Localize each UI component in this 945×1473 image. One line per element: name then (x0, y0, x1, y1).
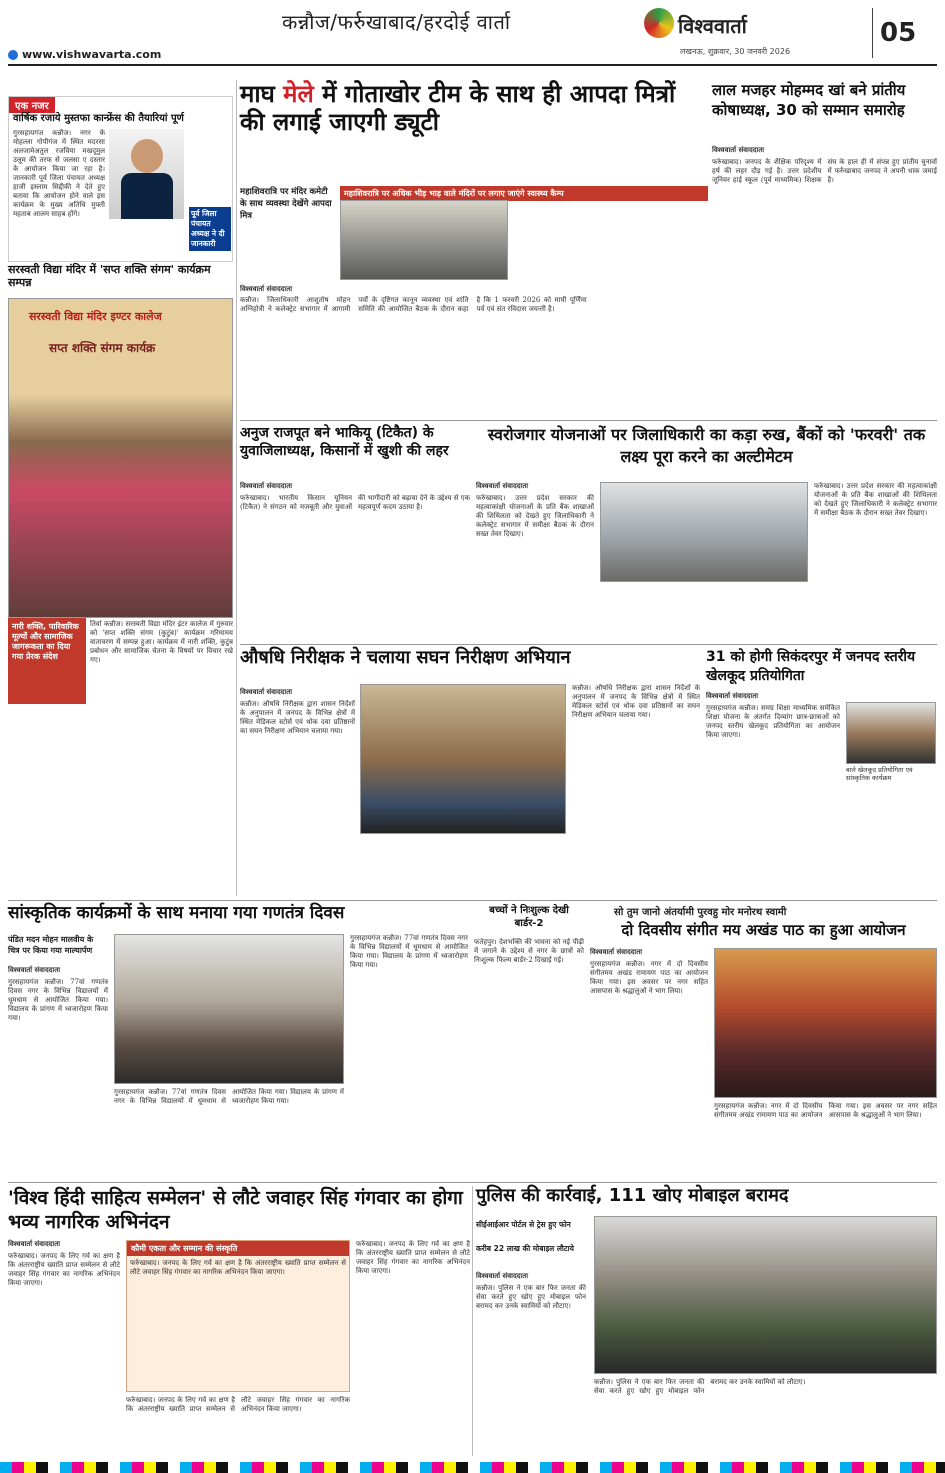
police-section (476, 1186, 937, 1456)
brand-logo (644, 8, 674, 38)
magh-body: कन्नौज। जिलाधिकारी आशुतोष मोहन अग्निहोत्री ने कलेक्ट्रेट सभागार में आगामी पर्वों के दृष्टिगत कानून व्यवस्था एवं शांति समिति की आयोजित बैठक के दौरान कहा है कि 1 फरवरी 2026 को माघी पूर्णिमा पर्व एवं संत रविदास जयन्ती है। (240, 296, 587, 313)
lal-mazhar-byline: विश्ववार्ता संवाददाता (712, 146, 765, 154)
police-byline: विश्ववार्ता संवाददाता (476, 1272, 529, 1280)
ek-nazar-section (8, 96, 233, 262)
banner-text: सरस्वती विद्या मंदिर इण्टर कालेज (29, 310, 162, 323)
box-title: कौमी एकता और सम्मान की संस्कृति (127, 1241, 349, 1256)
ek-nazar-label: एक नजर (9, 97, 55, 113)
aushadhi-byline: विश्ववार्ता संवाददाता (240, 688, 293, 696)
gantantra-body: गुरसहायगंज कन्नौज। 77वां गणतंत्र दिवस नगर के विभिन्न विद्यालयों में धूमधाम से आयोजित किया गया। विद्यालय के प्रांगण में ध्वजारोहण किया गया। (8, 978, 108, 1022)
sapt-shakti-caption: नारी शक्ति, पारिवारिक मूल्यों और सामाजिक जागरूकता का दिया गया प्रेरक संदेश (8, 618, 86, 704)
vishwa-hindi-byline: विश्ववार्ता संवाददाता (8, 1240, 61, 1248)
magh-mela-section (240, 80, 708, 420)
vishwa-hindi-body-2: फर्रुखाबाद। जनपद के लिए गर्व का क्षण है कि अंतरराष्ट्रीय ख्याति प्राप्त सम्मेलन से लौटे जवाहर सिंह गंगवार का नागरिक अभिनंदन किया जाएगा। (126, 1396, 350, 1413)
sangeet-body: गुरसहायगंज कन्नौज। नगर में दो दिवसीय संगीतमय अखंड रामायण पाठ का आयोजन किया गया। इस अवसर पर नगर सहित आसपास के श्रद्धालुओं ने भाग लिया। (590, 960, 708, 995)
sapt-shakti-photo (8, 298, 233, 618)
swarojgar-body-2: फर्रुखाबाद। उत्तर प्रदेश सरकार की महत्वाकांक्षी योजनाओं के प्रति बैंक शाखाओं की शिथिलता को देखते हुए जिलाधिकारी ने कलेक्ट्रेट सभागार में समीक्षा बैठक के दौरान सख्त तेवर दिखाए। (814, 482, 937, 517)
gantantra-byline: विश्ववार्ता संवाददाता (8, 966, 61, 974)
bachon-section (474, 904, 584, 1180)
lal-mazhar-headline: लाल मजहर मोहम्मद खां बने प्रांतीय कोषाध्यक्ष, 30 को सम्मान समारोह (712, 81, 906, 119)
khelkud-headline: 31 को होगी सिकंदरपुर में जनपद स्तरीय खेलकूद प्रतियोगिता (706, 649, 916, 684)
sapt-shakti-body: तिर्वा कन्नौज। सरस्वती विद्या मंदिर इंटर कालेज में गुरुवार को 'सप्त शक्ति संगम (कुटुंब)' कार्यक्रम गरिमामय वातावरण में सम्पन्न हुआ। कार्यक्रम में नारी शक्ति, कुटुंब प्रबोधन और सामाजिक चेतना के विषयों पर विचार रखे गए। (90, 620, 233, 664)
gantantra-photo (114, 934, 344, 1084)
swarojgar-body: फर्रुखाबाद। उत्तर प्रदेश सरकार की महत्वाकांक्षी योजनाओं के प्रति बैंक शाखाओं की शिथिलता को देखते हुए जिलाधिकारी ने कलेक्ट्रेट सभागार में समीक्षा बैठक के दौरान सख्त तेवर दिखाए। (476, 494, 594, 538)
section-title: कन्नौज/फर्रुखाबाद/हरदोई वार्ता (282, 10, 511, 34)
police-headline: पुलिस की कार्रवाई, 111 खोए मोबाइल बरामद (476, 1185, 789, 1206)
sangeet-kicker: सो तुम जानो अंतर्यामी पुरवहु मोर मनोरथ स्वामी (614, 907, 787, 918)
masthead (0, 0, 945, 66)
aushadhi-headline: औषधि निरीक्षक ने चलाया सघन निरीक्षण अभियान (240, 647, 571, 668)
magh-headline-red: मेले (283, 80, 314, 108)
ek-nazar-headline: वार्षिक रजाये मुस्तफा कान्फ्रेंस की तैयारियां पूर्ण (13, 113, 184, 124)
police-photo (594, 1216, 937, 1374)
police-body: कन्नौज। पुलिस ने एक बार फिर जनता की सेवा करते हुए खोए हुए मोबाइल फोन बरामद कर उनके स्वामियों को लौटाए। (476, 1284, 586, 1310)
anuj-byline: विश्ववार्ता संवाददाता (240, 482, 293, 490)
khelkud-byline: विश्ववार्ता संवाददाता (706, 692, 759, 700)
box-body: फर्रुखाबाद। जनपद के लिए गर्व का क्षण है कि अंतरराष्ट्रीय ख्याति प्राप्त सम्मेलन से लौटे जवाहर सिंह गंगवार का नागरिक अभिनंदन किया जाएगा। (130, 1259, 346, 1276)
ek-nazar-caption: पूर्व जिला पंचायत अध्यक्ष ने दी जानकारी (189, 207, 231, 251)
dateline: लखनऊ, शुक्रवार, 30 जनवरी 2026 (680, 47, 791, 56)
anuj-headline: अनुज राजपूत बने भाकियू (टिकैत) के युवाजिलाध्यक्ष, किसानों में खुशी की लहर (240, 425, 449, 459)
sangeet-body-2: गुरसहायगंज कन्नौज। नगर में दो दिवसीय संगीतमय अखंड रामायण पाठ का आयोजन किया गया। इस अवसर पर नगर सहित आसपास के श्रद्धालुओं ने भाग लिया। (714, 1102, 937, 1119)
gantantra-headline: सांस्कृतिक कार्यक्रमों के साथ मनाया गया गणतंत्र दिवस (8, 903, 345, 923)
vishwa-hindi-body-3: फर्रुखाबाद। जनपद के लिए गर्व का क्षण है कि अंतरराष्ट्रीय ख्याति प्राप्त सम्मेलन से लौटे जवाहर सिंह गंगवार का नागरिक अभिनंदन किया जाएगा। (356, 1240, 470, 1275)
magh-byline: विश्ववार्ता संवाददाता (240, 285, 293, 293)
sapt-shakti-headline: सरस्वती विद्या मंदिर में 'सप्त शक्ति संगम' कार्यक्रम सम्पन्न (8, 263, 211, 289)
sangeet-section (590, 904, 937, 1180)
sangeet-headline: दो दिवसीय संगीत मय अखंड पाठ का हुआ आयोजन (621, 921, 906, 939)
police-point-1: सीईआईआर पोर्टल से ट्रेस हुए फोन (476, 1220, 571, 1229)
lal-mazhar-body: फर्रुखाबाद। जनपद के शैक्षिक परिदृश्य में हर्ष की लहर दौड़ गई है। उत्तर प्रदेशीय जूनियर हाई स्कूल (पूर्व माध्यमिक) शिक्षक संघ के हाल ही में संपन्न हुए प्रांतीय चुनावों में फर्रुखाबाद जनपद ने अपनी धाक जमाई है। (712, 158, 937, 184)
vishwa-hindi-section (8, 1186, 470, 1456)
swarojgar-headline: स्वरोजगार योजनाओं पर जिलाधिकारी का कड़ा रुख, बैंकों को 'फरवरी' तक लक्ष्य पूरा करने का अल्टीमेटम (487, 425, 926, 466)
sangeet-photo (714, 948, 937, 1098)
police-body-2: कन्नौज। पुलिस ने एक बार फिर जनता की सेवा करते हुए खोए हुए मोबाइल फोन बरामद कर उनके स्वामियों को लौटाए। (594, 1378, 806, 1395)
vishwa-hindi-box (126, 1240, 350, 1392)
ek-nazar-body: गुरसहायगंज कन्नौज। नगर के मोहल्ला गोपीगंज में स्थित मदरसा अलजामेअतुल रजविया मखदूमुल उलूम की तरफ से जलसा ए दस्तार के आयोजन किया जा रहा है। जानकारी पूर्व जिला पंचायत अध्यक्ष हाजी इस्लाम सिद्दीकी ने देते हुए बताया कि आयोजन होने वाले इस कार्यक्रम के मुख्य अतिथि मुफ्ती महताब आलम साहब होंगे। (13, 129, 105, 218)
vishwa-hindi-headline: 'विश्व हिंदी साहित्य सम्मेलन' से लौटे जवाहर सिंह गंगवार का होगा भव्य नागरिक अभिनंदन (8, 1187, 463, 1233)
gantantra-body-2: गुरसहायगंज कन्नौज। 77वां गणतंत्र दिवस नगर के विभिन्न विद्यालयों में धूमधाम से आयोजित किया गया। विद्यालय के प्रांगण में ध्वजारोहण किया गया। (114, 1088, 344, 1105)
swarojgar-photo (600, 482, 808, 582)
website-url[interactable]: www.vishwavarta.com (22, 48, 162, 61)
khelkud-body: गुरसहायगंज कन्नौज। समग्र शिक्षा माध्यमिक समेकित शिक्षा योजना के अंतर्गत दिव्यांग छात्र-छात्राओं को जनपद स्तरीय खेलकूद प्रतियोगिता का आयोजन किया जाएगा। (706, 704, 840, 739)
police-point-2: करीब 22 लाख की मोबाइल लौटाये (476, 1244, 574, 1253)
aushadhi-body-2: कन्नौज। औषधि निरीक्षक द्वारा शासन निर्देशों के अनुपालन में जनपद के विभिन्न क्षेत्रों में स्थित मेडिकल स्टोर्स एवं थोक दवा प्रतिष्ठानों का सघन निरीक्षण अभियान चलाया गया। (572, 684, 700, 719)
page-number: 05 (880, 18, 917, 48)
banner-sub: सप्त शक्ति संगम कार्यक्र (49, 341, 156, 355)
aushadhi-section (240, 648, 700, 898)
magh-sub: महाशिवरात्रि पर मंदिर कमेटी के साथ व्यवस्था देखेंगे आपदा मित्र (240, 187, 332, 221)
sapt-shakti-section (8, 264, 233, 754)
vishwa-hindi-body: फर्रुखाबाद। जनपद के लिए गर्व का क्षण है कि अंतरराष्ट्रीय ख्याति प्राप्त सम्मेलन से लौटे जवाहर सिंह गंगवार का नागरिक अभिनंदन किया जाएगा। (8, 1252, 120, 1287)
swarojgar-byline: विश्ववार्ता संवाददाता (476, 482, 529, 490)
gantantra-sub: पंडित मदन मोहन मालवीय के चित्र पर किया गया माल्यार्पण (8, 935, 94, 955)
khelkud-section (706, 648, 937, 898)
gantantra-body-3: गुरसहायगंज कन्नौज। 77वां गणतंत्र दिवस नगर के विभिन्न विद्यालयों में धूमधाम से आयोजित किया गया। विद्यालय के प्रांगण में ध्वजारोहण किया गया। (350, 934, 468, 969)
brand-name: विश्ववार्ता (678, 14, 747, 38)
khelkud-caption: बाले खेलकूद प्रतियोगिता एवं सांस्कृतिक कार्यक्रम (846, 766, 913, 782)
aushadhi-body: कन्नौज। औषधि निरीक्षक द्वारा शासन निर्देशों के अनुपालन में जनपद के विभिन्न क्षेत्रों में स्थित मेडिकल स्टोर्स एवं थोक दवा प्रतिष्ठानों का सघन निरीक्षण अभियान चलाया गया। (240, 700, 355, 735)
anuj-section (240, 424, 470, 644)
gantantra-section (8, 904, 468, 1180)
sangeet-byline: विश्ववार्ता संवाददाता (590, 948, 643, 956)
khelkud-photo (846, 702, 936, 764)
lal-mazhar-section (712, 80, 937, 420)
bachon-body: फतेहपुर। देशभक्ति की भावना को नई पीढ़ी में जगाने के उद्देश्य से नगर के छात्रों को निःशुल्क फिल्म बार्डर-2 दिखाई गई। (474, 938, 584, 964)
anuj-body: फर्रुखाबाद। भारतीय किसान यूनियन (टिकैत) ने संगठन को मजबूती और युवाओं की भागीदारी को बढ़ावा देने के उद्देश्य से एक महत्वपूर्ण कदम उठाया है। (240, 494, 470, 511)
magh-banner: महाशिवरात्रि पर अधिक भीड़ भाड़ वाले मंदिरों पर लगाए जाएंगे स्वास्थ्य कैम्प (340, 186, 708, 201)
magh-photo (340, 200, 508, 280)
aushadhi-photo (360, 684, 566, 834)
browser-icon (8, 50, 18, 60)
website-bar[interactable] (8, 48, 161, 61)
magh-headline: माघ मेले में गोताखोर टीम के साथ ही आपदा मित्रों की लगाई जाएगी ड्यूटी (240, 80, 676, 136)
swarojgar-section (476, 424, 937, 644)
bachon-headline: बच्चों ने निःशुल्क देखी बार्डर-2 (489, 905, 569, 929)
registration-strip (0, 1462, 945, 1473)
portrait-photo (109, 129, 184, 219)
